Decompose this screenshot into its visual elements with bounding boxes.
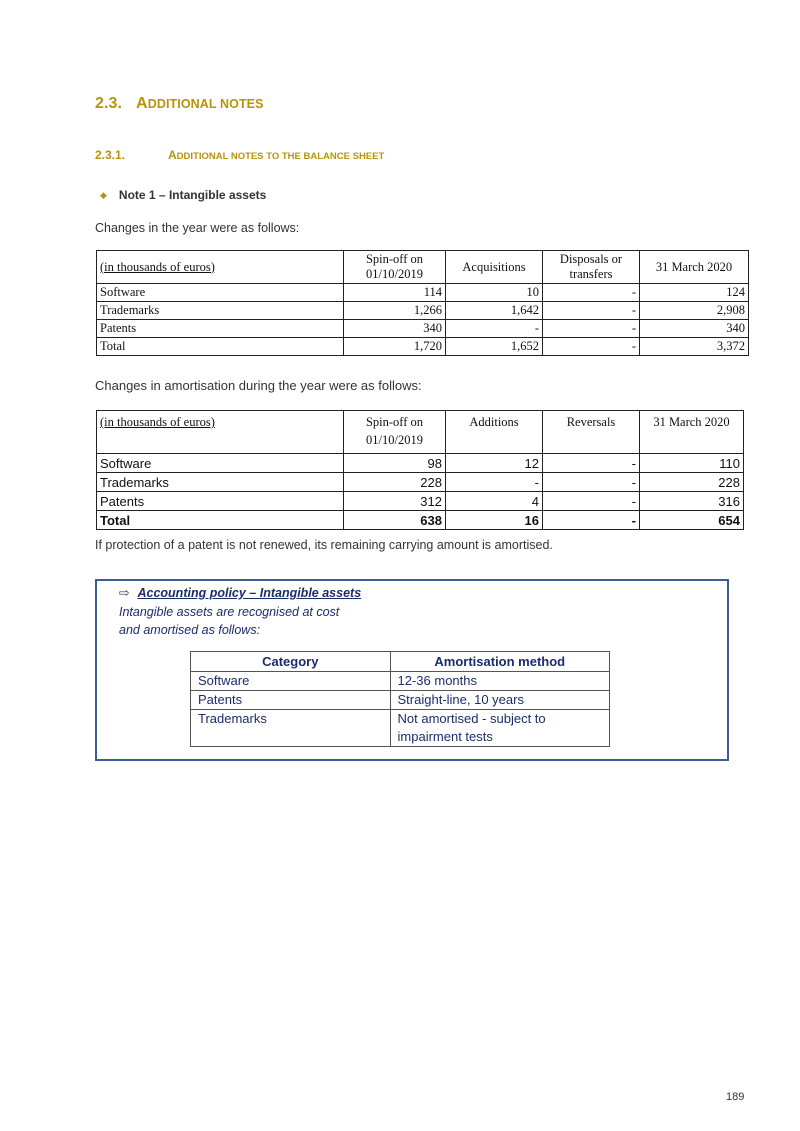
table-cell: 110 [640,454,744,473]
table-cell: 1,720 [344,338,446,356]
table-cell: - [543,284,640,302]
table-header-cell: Additions [446,411,543,454]
table-header-row [97,251,749,284]
table-cell: Straight-line, 10 years [390,691,609,710]
table-cell: 312 [344,492,446,511]
table-cell: 1,642 [446,302,543,320]
table-row [191,710,610,747]
table-cell: - [543,473,640,492]
table-row-total [97,338,749,356]
table-cell: - [543,454,640,473]
table-cell: 2,908 [640,302,749,320]
table-cell: 340 [640,320,749,338]
diamond-bullet-icon: ◆ [100,190,107,200]
table-cell: 1,266 [344,302,446,320]
table-cell: Trademarks [97,473,344,492]
subsection-title-initial: A [168,148,177,162]
subsection-number: 2.3.1. [95,148,126,162]
table-cell: 10 [446,284,543,302]
table-cell: 124 [640,284,749,302]
table-cell: Patents [191,691,391,710]
table-row [191,672,610,691]
table-header-cell: (in thousands of euros) [97,251,344,284]
table-header-cell: Reversals [543,411,640,454]
table-header-cell: 31 March 2020 [640,251,749,284]
table-row-total [97,511,744,530]
table-cell: 654 [640,511,744,530]
table-header-cell: Spin-off on 01/10/2019 [344,411,446,454]
table-cell: 98 [344,454,446,473]
table-row [97,320,749,338]
table-cell: 340 [344,320,446,338]
table-row [97,492,744,511]
amortisation-table [96,410,744,530]
page-number: 189 [726,1091,745,1103]
section-heading [95,95,264,113]
table-cell: - [446,473,543,492]
patent-note-text: If protection of a patent is not renewed, its remaining carrying amount is amortised. [95,538,553,552]
amortisation-intro-text: Changes in amortisation during the year were as follows: [95,378,422,393]
table-row [97,284,749,302]
intangible-assets-table [96,250,749,356]
table-cell: Total [97,511,344,530]
arrow-right-icon: ⇨ [119,586,130,600]
table-cell: Total [97,338,344,356]
subsection-heading [95,148,384,162]
table-cell: 16 [446,511,543,530]
table-header-cell: Disposals or transfers [543,251,640,284]
policy-title-text: Accounting policy – Intangible assets [137,586,362,600]
table-cell: Trademarks [97,302,344,320]
table-cell: - [543,320,640,338]
table-row [97,302,749,320]
subsection-title-rest: DDITIONAL NOTES TO THE BALANCE SHEET [176,151,385,162]
table-cell: Software [97,284,344,302]
table-cell: 316 [640,492,744,511]
note-heading [100,188,266,202]
table-cell: Software [191,672,391,691]
table-header-row [97,411,744,454]
section-number: 2.3. [95,95,123,112]
table-cell: Patents [97,320,344,338]
table-cell: 12-36 months [390,672,609,691]
table-cell: 228 [344,473,446,492]
table-header-cell: 31 March 2020 [640,411,744,454]
table-cell: 12 [446,454,543,473]
table-cell: 4 [446,492,543,511]
section-title-initial: A [136,95,148,112]
table-cell: 3,372 [640,338,749,356]
table-header-cell: Category [191,652,391,672]
intro-text: Changes in the year were as follows: [95,221,300,235]
table-cell: - [543,492,640,511]
table-header-cell: Spin-off on 01/10/2019 [344,251,446,284]
policy-description [119,603,379,639]
table-header-cell: Acquisitions [446,251,543,284]
amortisation-method-table [190,651,610,747]
section-title-rest: DDITIONAL NOTES [147,97,264,111]
table-cell: - [446,320,543,338]
table-cell: 228 [640,473,744,492]
table-cell: Trademarks [191,710,391,747]
table-cell: 638 [344,511,446,530]
table-cell: - [543,511,640,530]
policy-description-line: and amortised as follows: [119,623,261,637]
table-cell: Not amortised - subject to impairment tests [390,710,609,747]
table-cell: Software [97,454,344,473]
table-header-cell: Amortisation method [390,652,609,672]
table-row [97,454,744,473]
table-cell: Patents [97,492,344,511]
note-title: Note 1 – Intangible assets [118,188,267,202]
policy-title [119,585,361,600]
policy-description-line: Intangible assets are recognised at cost [119,605,340,619]
table-cell: 114 [344,284,446,302]
table-header-cell: (in thousands of euros) [97,411,344,454]
table-row [97,473,744,492]
table-cell: - [543,302,640,320]
table-row [191,691,610,710]
table-cell: - [543,338,640,356]
table-header-row [191,652,610,672]
table-cell: 1,652 [446,338,543,356]
